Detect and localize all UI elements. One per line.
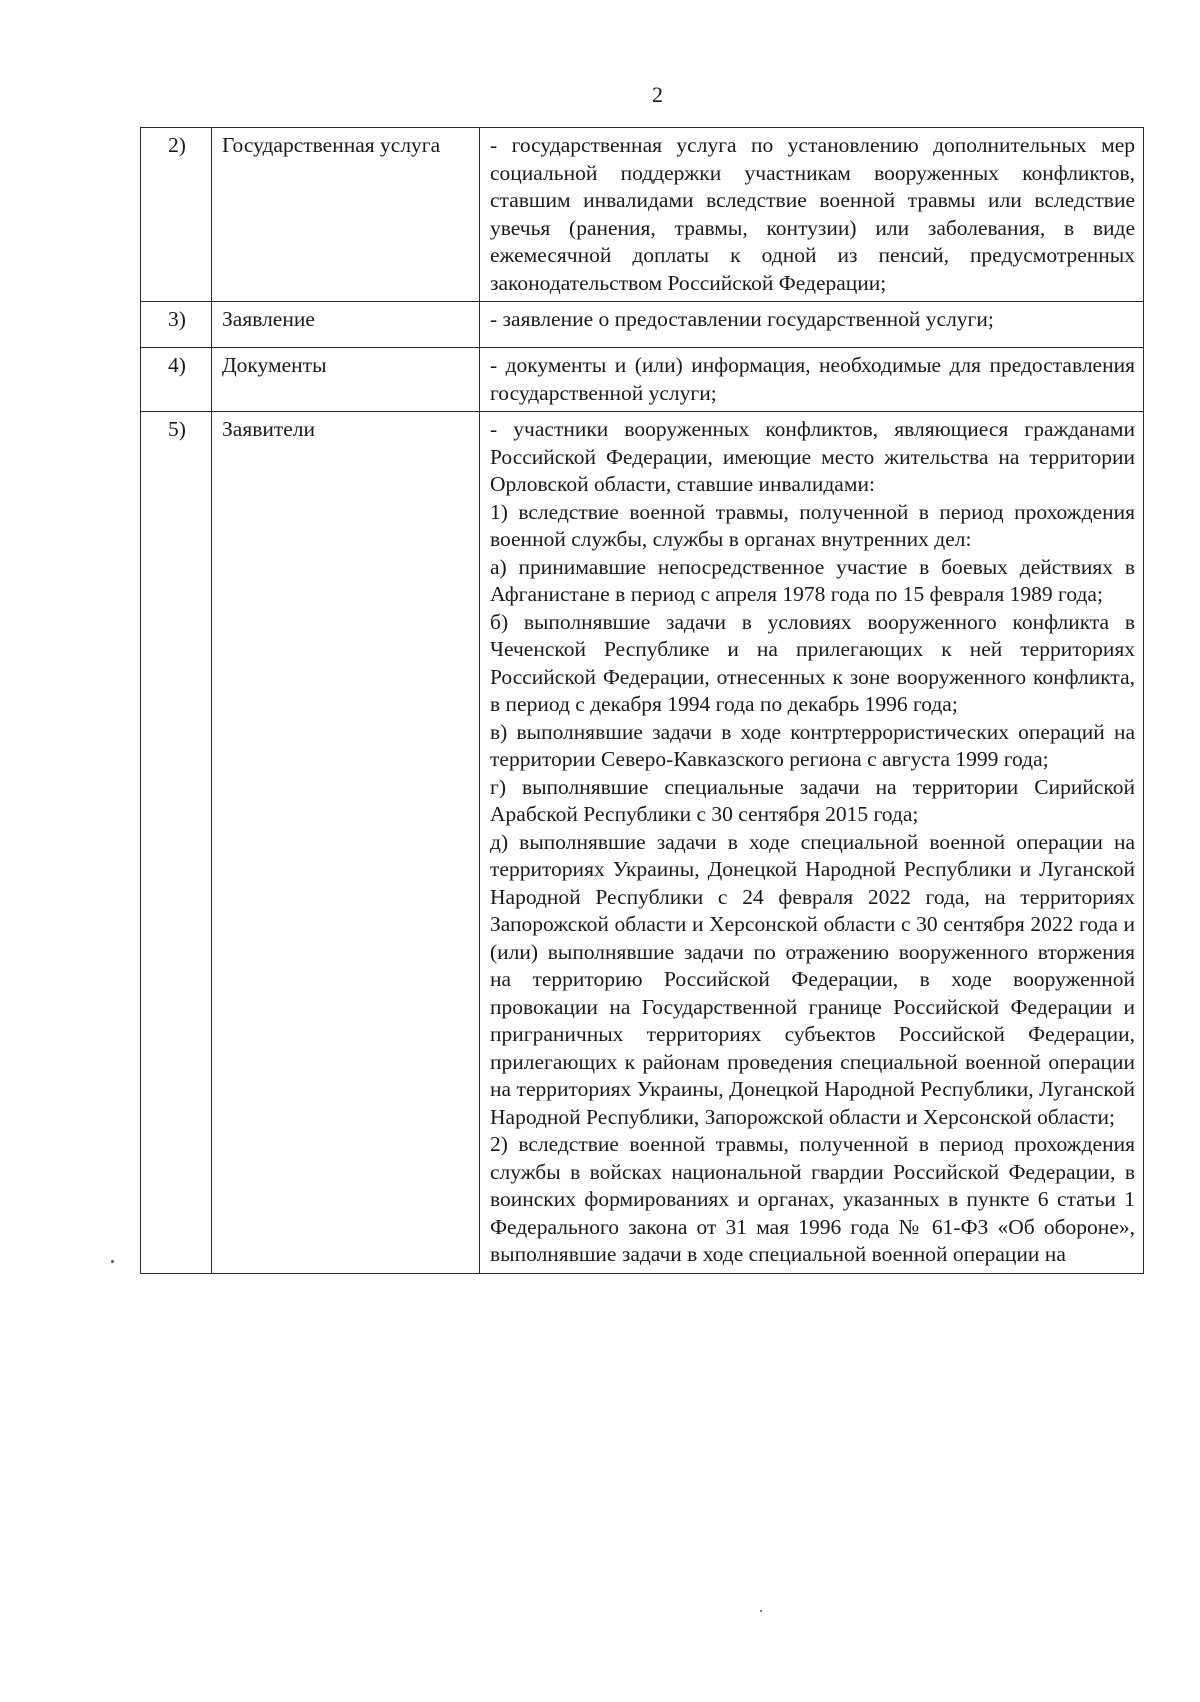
term-cell: Документы	[212, 348, 480, 412]
row-number: 2)	[141, 128, 212, 302]
definition-paragraph: - государственная услуга по установлению дополнительных мер социальной поддержки участникам вооруженных конфликтов, ставшим инвалидами вследствие военной травмы или вследствие увечья (ранения, травмы, контузии) или заболевания, в виде ежемесячной доплаты к одной из пенсий, предусмотренных законодательством Российской Федерации;	[490, 133, 1135, 295]
scan-speck	[111, 1260, 114, 1263]
scan-speck	[760, 1610, 762, 1612]
row-number: 4)	[141, 348, 212, 412]
table-row	[141, 128, 1144, 302]
definition-paragraph: а) принимавшие непосредственное участие в боевых действиях в Афганистане в период с апреля 1978 года по 15 февраля 1989 года;	[490, 554, 1135, 606]
definition-paragraph: г) выполнявшие специальные задачи на территории Сирийской Арабской Республики с 30 сентября 2015 года;	[490, 774, 1135, 826]
definition-cell	[480, 412, 1144, 1274]
term-cell: Государственная услуга	[212, 128, 480, 302]
definition-cell	[480, 302, 1144, 348]
definition-paragraph: - участники вооруженных конфликтов, являющиеся гражданами Российской Федерации, имеющие место жительства на территории Орловской области, ставшие инвалидами:	[490, 417, 1135, 496]
definition-cell	[480, 128, 1144, 302]
definitions-table	[140, 127, 1144, 1274]
definition-paragraph: д) выполнявшие задачи в ходе специальной военной операции на территориях Украины, Донецкой Народной Республики и Луганской Народной Республики с 24 февраля 2022 года, на территориях Запорожской области и Херсонской области с 30 сентября 2022 года и (или) выполнявшие задачи по отражению вооруженного вторжения на территорию Российской Федерации, в ходе вооруженной провокации на Государственной границе Российской Федерации и приграничных территориях субъектов Российской Федерации, прилегающих к районам проведения специальной военной операции на территориях Украины, Донецкой Народной Республики, Луганской Народной Республики, Запорожской области и Херсонской области;	[490, 829, 1135, 1129]
row-number: 3)	[141, 302, 212, 348]
table-row	[141, 302, 1144, 348]
definition-paragraph: 1) вследствие военной травмы, полученной в период прохождения военной службы, службы в органах внутренних дел:	[490, 499, 1135, 551]
term-cell: Заявление	[212, 302, 480, 348]
term-cell: Заявители	[212, 412, 480, 1274]
definition-cell	[480, 348, 1144, 412]
definition-paragraph: - документы и (или) информация, необходимые для предоставления государственной услуги;	[490, 353, 1135, 405]
table-row	[141, 412, 1144, 1274]
table-row	[141, 348, 1144, 412]
page-number: 2	[652, 82, 663, 107]
definition-paragraph: в) выполнявшие задачи в ходе контртеррористических операций на территории Северо-Кавказского региона с августа 1999 года;	[490, 719, 1135, 771]
definition-paragraph: 2) вследствие военной травмы, полученной в период прохождения службы в войсках национальной гвардии Российской Федерации, в воинских формированиях и органах, указанных в пункте 6 статьи 1 Федерального закона от 31 мая 1996 года № 61-ФЗ «Об обороне», выполнявшие задачи в ходе специальной военной операции на	[490, 1132, 1135, 1266]
definition-paragraph: - заявление о предоставлении государственной услуги;	[490, 307, 994, 331]
row-number: 5)	[141, 412, 212, 1274]
definition-paragraph: б) выполнявшие задачи в условиях вооруженного конфликта в Чеченской Республике и на прилегающих к ней территориях Российской Федерации, отнесенных к зоне вооруженного конфликта, в период с декабря 1994 года по декабрь 1996 года;	[490, 609, 1135, 716]
